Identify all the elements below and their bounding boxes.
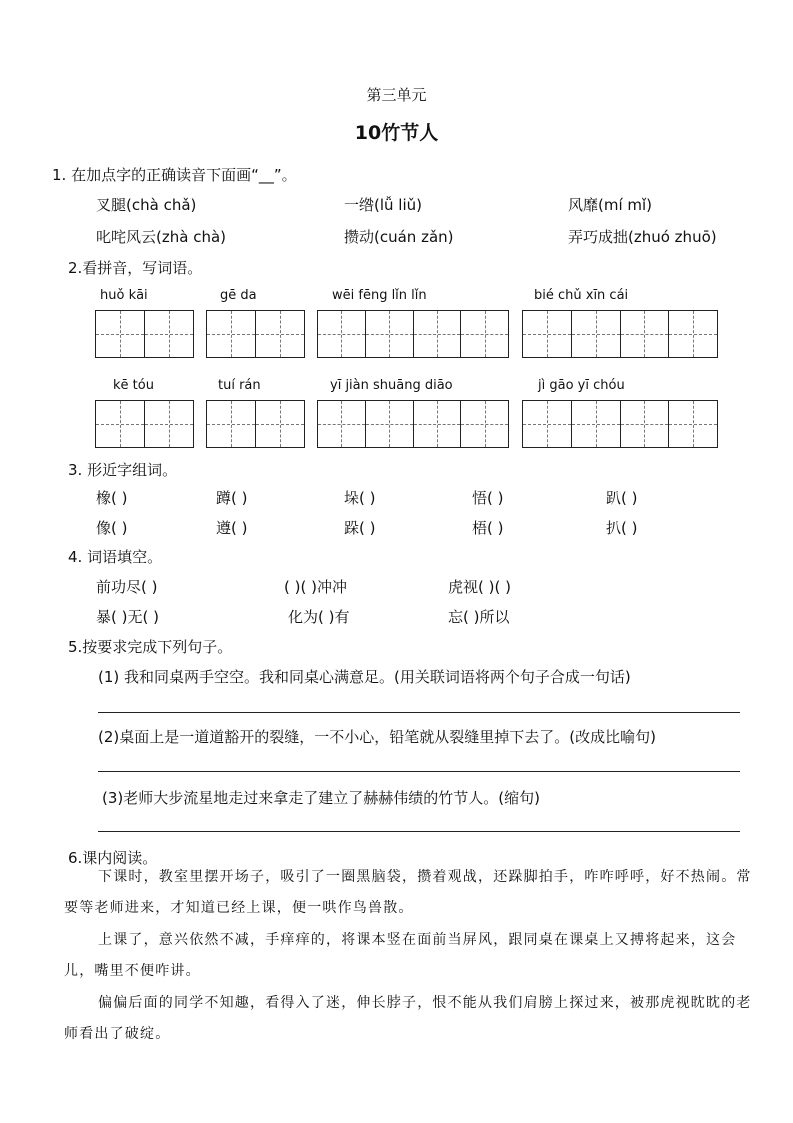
word-blank[interactable]: 橡( ) xyxy=(96,489,128,507)
idiom-blank[interactable]: 前功尽( ) xyxy=(96,578,158,596)
pinyin-label: bié chǔ xīn cái xyxy=(534,288,629,303)
tianzige-box[interactable] xyxy=(522,310,718,358)
idiom-blank[interactable]: 虎视( )( ) xyxy=(448,578,511,596)
q1-item: 叉腿(chà chǎ) xyxy=(96,196,197,214)
pinyin-label: gē da xyxy=(220,288,257,303)
tianzige-box[interactable] xyxy=(206,400,305,448)
pinyin-label: kē tóu xyxy=(113,378,154,393)
word-blank[interactable]: 蹲( ) xyxy=(216,489,248,507)
tianzige-box[interactable] xyxy=(206,310,305,358)
word-blank[interactable]: 梧( ) xyxy=(472,519,504,537)
word-blank[interactable]: 跺( ) xyxy=(344,519,376,537)
pinyin-label: tuí rán xyxy=(218,378,261,393)
tianzige-box[interactable] xyxy=(317,310,509,358)
q1-item: 风靡(mí mǐ) xyxy=(568,196,653,214)
unit-heading: 第三单元 xyxy=(366,86,427,104)
reading-paragraph xyxy=(64,925,760,987)
word-blank[interactable]: 遵( ) xyxy=(216,519,248,537)
idiom-blank[interactable]: 化为( )有 xyxy=(288,608,350,626)
word-blank[interactable]: 悟( ) xyxy=(472,489,504,507)
idiom-blank[interactable]: ( )( )冲冲 xyxy=(284,578,347,596)
q6-prompt: 6.课内阅读。 xyxy=(68,849,158,867)
sentence-task: (1) 我和同桌两手空空。我和同桌心满意足。(用关联词语将两个句子合成一句话) xyxy=(98,668,631,686)
pinyin-label: jì gāo yī chóu xyxy=(538,378,625,393)
reading-paragraph xyxy=(64,988,760,1050)
reading-paragraph-text: 下课时，教室里摆开场子，吸引了一圈黑脑袋，攒着观战，还跺脚拍手，咋咋呼呼，好不热闹。常要等老师进来，才知道已经上课，便一哄作鸟兽散。 xyxy=(64,869,752,916)
word-blank[interactable]: 垛( ) xyxy=(344,489,376,507)
q1-item: 攒动(cuán zǎn) xyxy=(344,228,454,246)
word-blank[interactable]: 扒( ) xyxy=(606,519,638,537)
answer-line[interactable] xyxy=(98,831,740,832)
q4-prompt: 4. 词语填空。 xyxy=(68,548,163,566)
q1-item: 一绺(lǚ liǔ) xyxy=(344,196,422,214)
sentence-task: (3)老师大步流星地走过来拿走了建立了赫赫伟绩的竹节人。(缩句) xyxy=(102,789,540,807)
answer-line[interactable] xyxy=(98,712,740,713)
answer-line[interactable] xyxy=(98,771,740,772)
tianzige-box[interactable] xyxy=(95,310,194,358)
q2-prompt: 2.看拼音，写词语。 xyxy=(68,259,203,277)
idiom-blank[interactable]: 忘( )所以 xyxy=(448,608,510,626)
pinyin-label: huǒ kāi xyxy=(100,288,148,303)
q1-item: 弄巧成拙(zhuó zhuō) xyxy=(568,228,717,246)
q3-prompt: 3. 形近字组词。 xyxy=(68,461,178,479)
q1-prompt: 1. 在加点字的正确读音下面画“__”。 xyxy=(52,166,297,184)
reading-paragraph-text: 偏偏后面的同学不知趣，看得入了迷，伸长脖子，恨不能从我们肩膀上探过来，被那虎视眈眈的老师看出了破绽。 xyxy=(64,995,752,1042)
reading-paragraph-text: 上课了，意兴依然不减，手痒痒的，将课本竖在面前当屏风，跟同桌在课桌上又搏将起来，这会儿，嘴里不便咋讲。 xyxy=(64,932,737,979)
sentence-task: (2)桌面上是一道道豁开的裂缝，一不小心，铅笔就从裂缝里掉下去了。(改成比喻句) xyxy=(98,728,656,746)
idiom-blank[interactable]: 暴( )无( ) xyxy=(96,608,159,626)
pinyin-label: yī jiàn shuāng diāo xyxy=(330,378,453,393)
pinyin-label: wēi fēng lǐn lǐn xyxy=(332,288,427,303)
word-blank[interactable]: 趴( ) xyxy=(606,489,638,507)
tianzige-box[interactable] xyxy=(95,400,194,448)
word-blank[interactable]: 像( ) xyxy=(96,519,128,537)
lesson-title: 10竹节人 xyxy=(354,122,439,144)
q5-prompt: 5.按要求完成下列句子。 xyxy=(68,638,233,656)
reading-paragraph xyxy=(64,862,760,924)
q1-item: 叱咤风云(zhà chà) xyxy=(96,228,226,246)
tianzige-box[interactable] xyxy=(317,400,509,448)
tianzige-box[interactable] xyxy=(522,400,718,448)
